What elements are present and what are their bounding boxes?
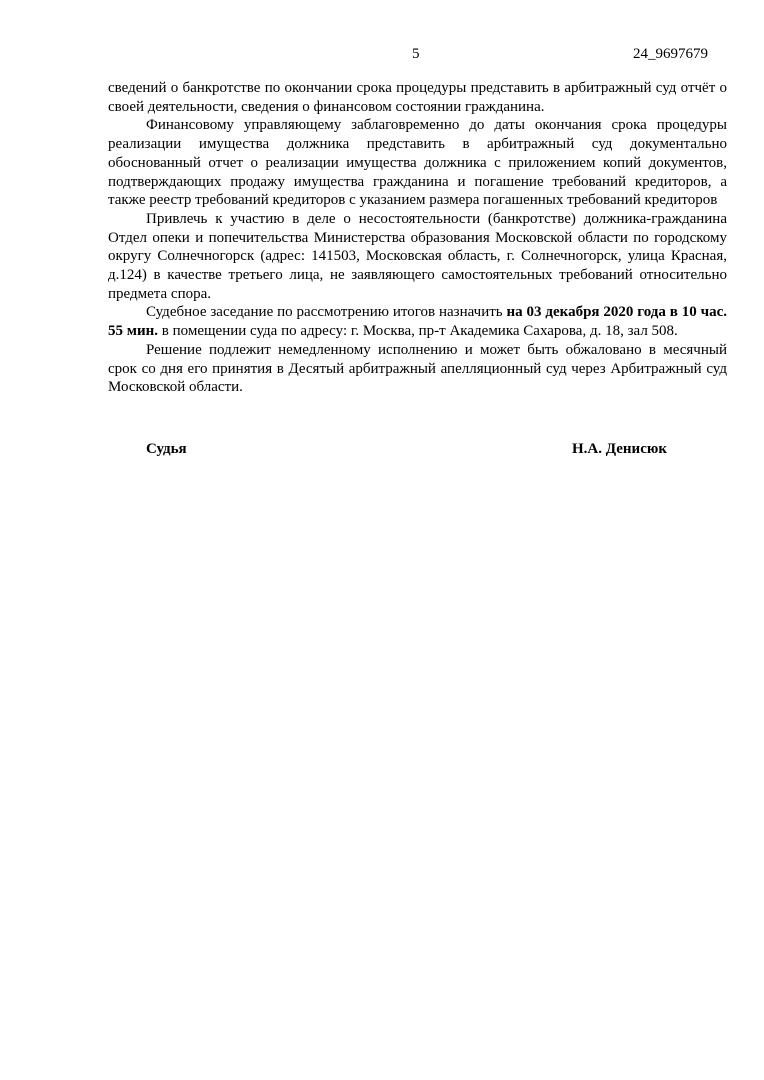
page-number: 5 [412, 46, 420, 62]
case-number: 24_9697679 [633, 46, 708, 62]
judge-name: Н.А. Денисюк [572, 441, 667, 457]
hearing-datetime: на 03 декабря 2020 года в 10 час. 55 мин. [108, 304, 727, 340]
document-body [108, 79, 727, 397]
page-header [0, 46, 764, 66]
paragraph-hearing-date [108, 303, 727, 340]
paragraph-third-party: Привлечь к участию в деле о несостоятельности (банкротстве) должника-гражданина Отдел опеки и попечительства Министерства образования Московской области по городскому округу Солнечногорск (адрес: 141503, Московская область, г. Солнечногорск, улица Красная, д.124) в качестве третьего лица, не заявляющего самостоятельных требований относительно предмета спора. [108, 210, 727, 302]
hearing-text-start: Судебное заседание по рассмотрению итогов назначить [146, 304, 507, 321]
paragraph-report-continuation: сведений о банкротстве по окончании срока процедуры представить в арбитражный суд отчёт о своей деятельности, сведения о финансовом состоянии гражданина. [108, 80, 727, 115]
paragraph-financial-manager: Финансовому управляющему заблаговременно до даты окончания срока процедуры реализации имущества должника представить в арбитражный суд документально обоснованный отчет о реализации имущества должника с приложением копий документов, подтверждающих продажу имущества гражданина и погашение требований кредиторов, а также реестр требований кредиторов с указанием размера погашенных требований кредиторов [108, 117, 727, 209]
hearing-text-end: в помещении суда по адресу: г. Москва, пр-т Академика Сахарова, д. 18, зал 508. [158, 323, 678, 340]
paragraph-appeal: Решение подлежит немедленному исполнению и может быть обжаловано в месячный срок со дня его принятия в Десятый арбитражный апелляционный суд через Арбитражный суд Московской области. [108, 341, 727, 396]
judge-title: Судья [146, 441, 187, 457]
